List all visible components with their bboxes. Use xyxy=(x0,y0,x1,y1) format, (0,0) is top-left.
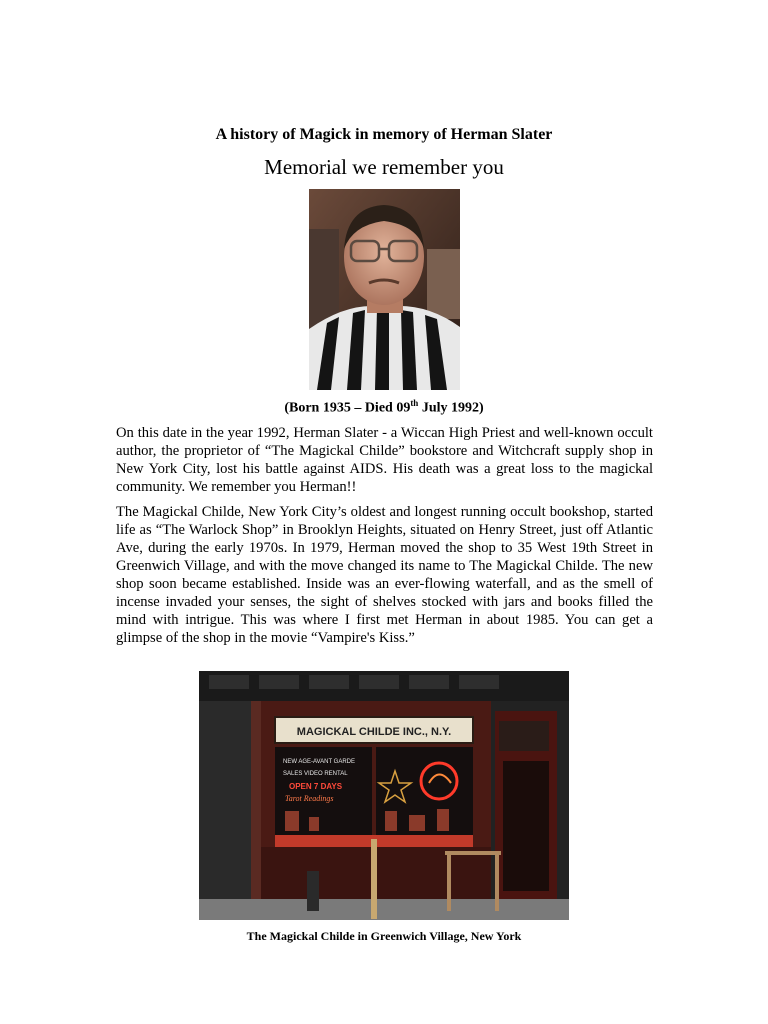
shopfront-caption: The Magickal Childe in Greenwich Village, New York xyxy=(246,929,522,943)
document-subtitle: Memorial we remember you xyxy=(264,155,504,179)
window-sign-text: SALES VIDEO RENTAL xyxy=(283,771,348,777)
window-sign-text: OPEN 7 DAYS xyxy=(289,782,343,791)
portrait-caption: (Born 1935 – Died 09th July 1992) xyxy=(284,398,484,416)
window-sign-text: NEW AGE-AVANT GARDE xyxy=(283,759,356,765)
shopfront-photo xyxy=(199,671,569,920)
paragraph: On this date in the year 1992, Herman Slater - a Wiccan High Priest and well-known occult author, the proprietor of “The Magickal Childe” bookstore and Witchcraft supply shop in New York City, lost his battle against AIDS. His death was a great loss to the magickal community. We remember you Herman!! xyxy=(116,425,653,495)
portrait-photo xyxy=(309,189,460,390)
window-sign-text: Tarot Readings xyxy=(285,794,334,803)
document-title: A history of Magick in memory of Herman Slater xyxy=(215,126,553,143)
paragraph: The Magickal Childe, New York City’s oldest and longest running occult bookshop, started life as “The Warlock Shop” in Brooklyn Heights, situated on Henry Street, just off Atlantic Ave, during the early 1970s. In 1979, Herman moved the shop to 35 West 19th Street in Greenwich Village, and with the move changed its name to The Magickal Childe. The new shop soon became established. Inside was an ever-flowing waterfall, and as the smell of incense invaded your senses, the sight of shelves stocked with jars and books filled the mind with intrigue. This was where I first met Herman in about 1985. You can get a glimpse of the shop in the movie “Vampire's Kiss.” xyxy=(116,504,653,646)
shop-sign-text: MAGICKAL CHILDE INC., N.Y. xyxy=(296,726,452,738)
